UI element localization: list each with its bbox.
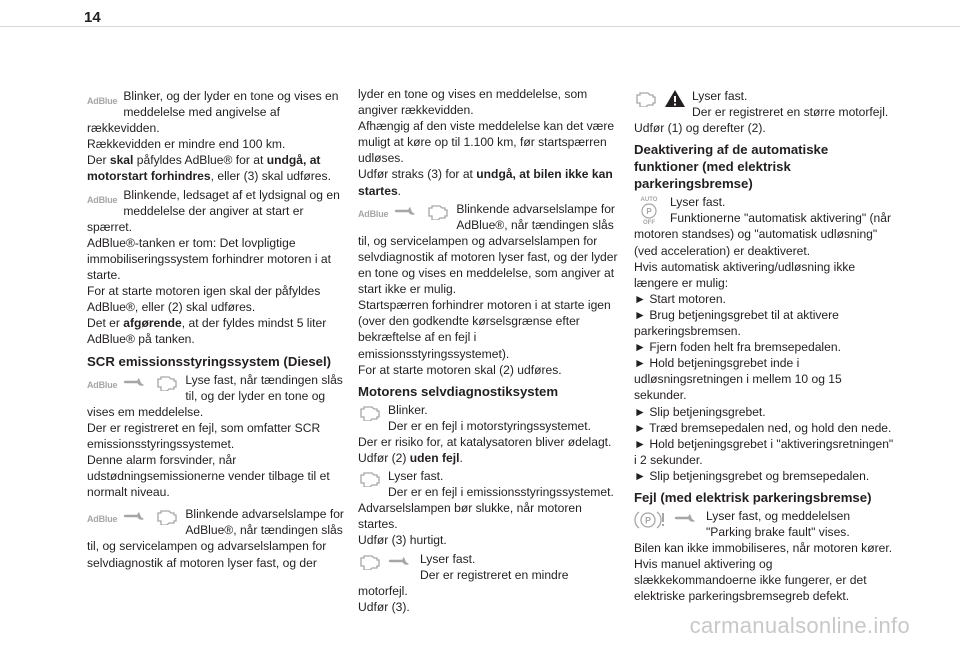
paragraph: Bilen kan ikke immobiliseres, når motoren kører. — [634, 541, 893, 556]
bullet-step: ► Start motoren. — [634, 291, 726, 306]
engine-blink-entry — [358, 402, 618, 434]
auto-off-parking-brake-icon — [634, 195, 664, 225]
icon-group — [87, 373, 179, 401]
wrench-icon — [674, 509, 700, 525]
entry-text: Lyser fast. — [420, 551, 476, 566]
entry-text: Blinker. — [388, 402, 428, 417]
wrench-icon — [123, 507, 149, 523]
paragraph: Udfør (3). — [358, 599, 410, 614]
paragraph: Rækkevidden er mindre end 100 km. — [87, 137, 286, 152]
paragraph: Hvis automatisk aktivering/udløsning ikke længere er mulig: — [634, 259, 856, 290]
paragraph: Udfør straks (3) for at undgå, at bilen ikke kan startes. — [358, 167, 613, 198]
scr-blink-entry — [87, 506, 347, 570]
engine-icon — [634, 89, 658, 107]
auto-off-entry — [634, 194, 894, 258]
engine-minor-fault-entry — [358, 551, 618, 599]
entry-text: Der er registreret en større motorfejl. — [692, 105, 889, 120]
svg-text:P: P — [646, 207, 652, 217]
bullet-step: ► Hold betjeningsgrebet i "aktiveringsretningen" i 2 sekunder. — [634, 436, 894, 467]
entry-text: Blinker, og der lyder en tone og vises en meddelelse med angivelse af rækkevidden. — [87, 89, 339, 136]
engine-icon — [358, 552, 382, 570]
engine-icon — [358, 403, 382, 421]
wrench-icon — [388, 552, 414, 568]
paragraph: Hvis manuel aktivering og slækkekommandoerne ikke fungerer, er det elektriske parkeringsbremsegreb defekt. — [634, 557, 867, 604]
section-heading: Motorens selvdiagnostiksystem — [358, 383, 559, 399]
icon-group — [358, 202, 450, 230]
wrench-icon — [394, 202, 420, 218]
bullet-step: ► Hold betjeningsgrebet inde i udløsningsretningen i mellem 10 og 15 sekunder. — [634, 356, 842, 403]
entry-text: Lyser fast. — [388, 469, 444, 484]
entry-text: Funktionerne "automatisk aktivering" (når motoren standses) og "automatisk udløsning" (ved acceleration) er deaktiveret. — [634, 211, 892, 258]
icon-group — [634, 195, 664, 226]
bullet-step: ► Slip betjeningsgrebet. — [634, 404, 766, 419]
entry-text: Der er registreret en mindre motorfejl. — [358, 567, 569, 598]
paragraph: Udfør (3) hurtigt. — [358, 533, 447, 548]
paragraph: For at starte motoren skal (2) udføres. — [358, 362, 562, 377]
entry-text: Der er en fejl i motorstyringssystemet. — [388, 418, 591, 433]
paragraph: Startspærren forhindrer motoren i at starte igen (over den godkendte kørselsgrænse efter bekræftelse af en fejl i emissionsstyringssystemet). — [358, 298, 611, 361]
paragraph: AdBlue®-tanken er tom: Det lovpligtige immobiliseringssystem forhindrer motoren i at starte. — [87, 235, 331, 283]
entry-text: Lyser fast. — [670, 195, 726, 210]
wrench-icon — [123, 373, 149, 389]
top-rule — [0, 26, 960, 27]
watermark: carmanualsonline.info — [689, 613, 910, 638]
adblue-icon: AdBlue — [358, 208, 389, 219]
column-1 — [87, 86, 347, 571]
adblue-icon: AdBlue — [87, 96, 118, 106]
paragraph: Der er registreret en fejl, som omfatter SCR emissionsstyringssystemet. — [87, 420, 321, 451]
engine-icon — [155, 507, 179, 525]
paragraph: Det er afgørende, at der fyldes mindst 5 liter AdBlue® på tanken. — [87, 316, 327, 347]
paragraph: Afhængig af den viste meddelelse kan det være muligt at køre op til 1.100 km, før startspærren udløses. — [358, 119, 615, 166]
entry-text: Lyser fast, og meddelelsen "Parking brake fault" vises. — [706, 508, 851, 540]
svg-text:P: P — [644, 515, 652, 526]
entry-text: Blinkende advarselslampe for AdBlue®, når tændingen slås til, og servicelampen og advarselslampen for selvdiagnostik af motoren lyser fast, og der lyder en tone og vises en meddelelse, som angiver at start ikke er mulig. — [358, 201, 618, 297]
paragraph: Der skal påfyldes AdBlue® for at undgå, at motorstart forhindres, eller (3) skal udføres. — [87, 153, 331, 184]
icon-group — [358, 403, 382, 431]
adblue-icon: AdBlue — [87, 194, 118, 205]
paragraph: Udfør (1) og derefter (2). — [634, 121, 766, 136]
paragraph: lyder en tone og vises en meddelelse, som angiver rækkevidden. — [358, 87, 588, 118]
paragraph: For at starte motoren igen skal der påfyldes AdBlue®, eller (2) skal udføres. — [87, 284, 321, 315]
adblue-icon: AdBlue — [87, 514, 118, 525]
engine-icon — [358, 469, 382, 487]
icon-group — [358, 469, 382, 497]
icon-group — [87, 89, 117, 117]
adblue-blink-sound-entry — [87, 187, 347, 235]
bullet-step: ► Slip betjeningsgrebet og bremsepedalen. — [634, 468, 870, 483]
paragraph: Denne alarm forsvinder, når udstødningsemissionerne vender tilbage til et normalt niveau. — [87, 452, 330, 500]
engine-fixed-entry — [358, 468, 618, 500]
scr-fixed-entry — [87, 372, 347, 420]
entry-text: Der er en fejl i emissionsstyringssystemet. — [388, 485, 614, 500]
entry-text: Lyser fast. — [692, 89, 748, 103]
entry-text: Blinkende, ledsaget af et lydsignal og en meddelelse der angiver at start er spærret. — [87, 187, 340, 234]
section-heading: Fejl (med elektrisk parkeringsbremse) — [634, 489, 872, 505]
column-2 — [358, 86, 618, 615]
entry-text: Lyse fast, når tændingen slås til, og der lyder en tone og vises em meddelelse. — [87, 372, 343, 419]
column-3 — [634, 86, 894, 605]
bullet-step: ► Brug betjeningsgrebet til at aktivere parkeringsbremsen. — [634, 307, 839, 339]
bullet-step: ► Træd bremsepedalen ned, og hold den nede. — [634, 420, 892, 435]
adblue-blink-entry — [87, 88, 347, 136]
icon-group — [358, 552, 414, 580]
section-heading: SCR emissionsstyringssystem (Diesel) — [87, 353, 332, 369]
entry-text: Blinkende advarselslampe for AdBlue®, når tændingen slås til, og servicelampen og advarselslampen for selvdiagnostik af motoren lyser fast, og der — [87, 507, 344, 570]
icon-group — [634, 89, 686, 117]
svg-text:OFF: OFF — [643, 220, 655, 226]
bullet-step: ► Fjern foden helt fra bremsepedalen. — [634, 340, 841, 355]
engine-major-fault-entry — [634, 88, 894, 120]
page-number: 14 — [84, 9, 101, 26]
parking-brake-fault-icon — [634, 509, 668, 531]
paragraph: Advarselslampen bør slukke, når motoren startes. — [358, 501, 582, 532]
adblue-icon: AdBlue — [87, 379, 118, 390]
icon-group — [87, 507, 179, 535]
svg-text:AUTO: AUTO — [640, 197, 658, 204]
adblue-start-blocked-entry — [358, 201, 618, 298]
warning-triangle-icon — [664, 89, 686, 108]
icon-group — [634, 509, 700, 537]
paragraph: Udfør (2) uden fejl. — [358, 450, 463, 465]
parking-brake-fault-entry — [634, 508, 894, 540]
icon-group — [87, 188, 117, 216]
engine-icon — [426, 202, 450, 220]
paragraph: Der er risiko for, at katalysatoren bliver ødelagt. — [358, 434, 612, 449]
engine-icon — [155, 373, 179, 391]
section-heading: Deaktivering af de automatiske funktioner (med elektrisk parkeringsbremse) — [634, 142, 829, 192]
